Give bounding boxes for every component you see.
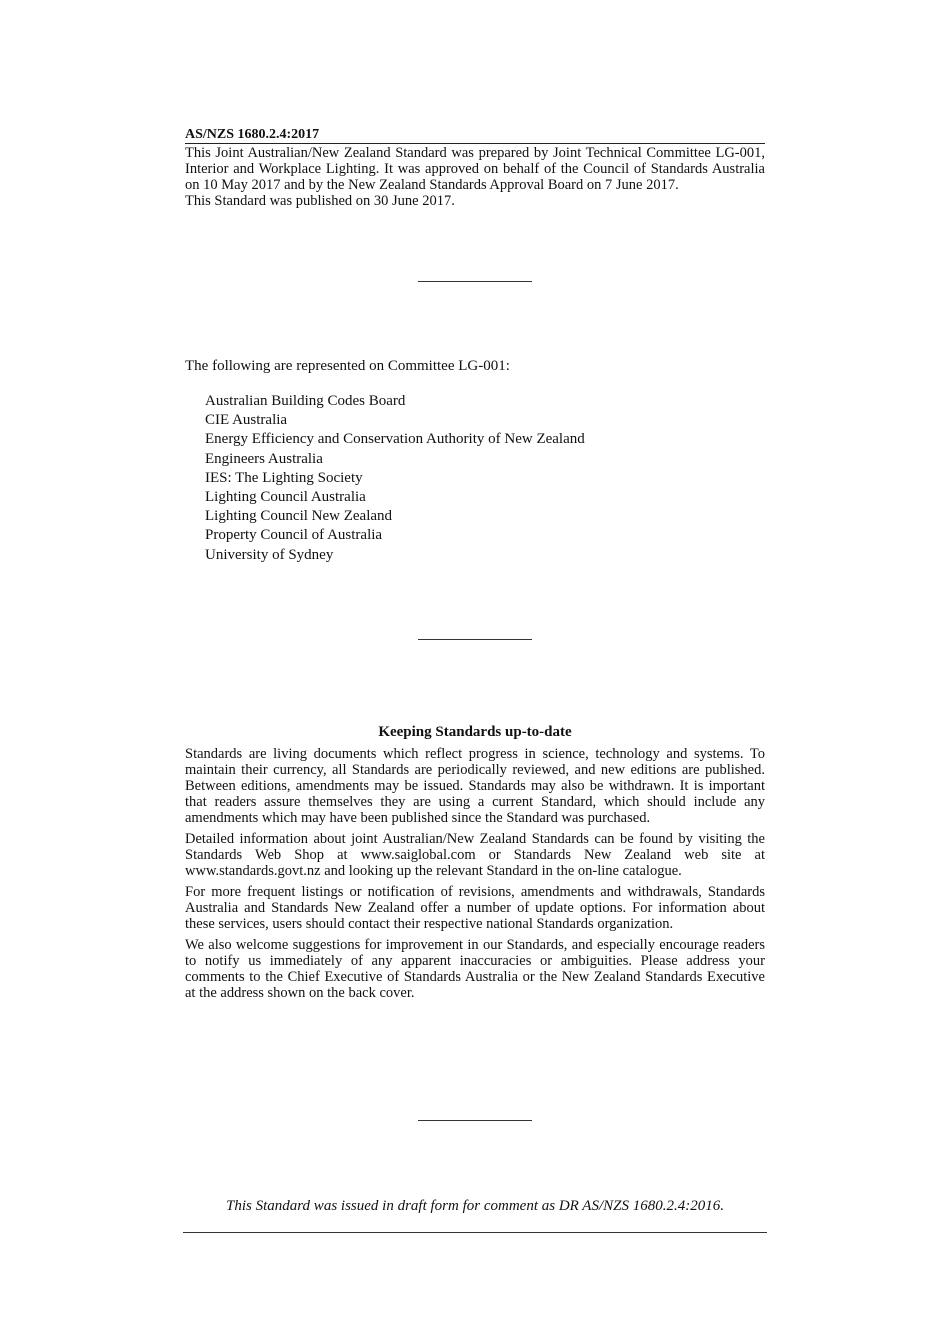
committee-member: Energy Efficiency and Conservation Authority of New Zealand <box>205 431 585 448</box>
body-paragraph: Detailed information about joint Australian/New Zealand Standards can be found by visiting the Standards Web Shop at www.saiglobal.com or Standards New Zealand web site at www.standards.govt.nz and looking up the relevant Standard in the on-line catalogue. <box>185 831 765 879</box>
section-divider <box>418 639 532 640</box>
standard-number: AS/NZS 1680.2.4:2017 <box>185 126 765 144</box>
keeping-up-to-date-body <box>185 746 765 1006</box>
body-paragraph: Standards are living documents which reflect progress in science, technology and systems. To maintain their currency, all Standards are periodically reviewed, and new editions are published. Between editions, amendments may be issued. Standards may also be withdrawn. It is important that readers assure themselves they are using a current Standard, which should include any amendments which may have been published since the Standard was purchased. <box>185 746 765 826</box>
footer-rule <box>183 1232 767 1233</box>
committee-member: Engineers Australia <box>205 450 323 467</box>
body-paragraph: For more frequent listings or notification of revisions, amendments and withdrawals, Standards Australia and Standards New Zealand offer a number of update options. For information about these services, users should contact their respective national Standards organization. <box>185 884 765 932</box>
preparation-paragraph: This Joint Australian/New Zealand Standard was prepared by Joint Technical Committee LG-001, Interior and Workplace Lighting. It was approved on behalf of the Council of Standards Australia on 10 May 2017 and by the New Zealand Standards Approval Board on 7 June 2017. <box>185 145 765 193</box>
committee-member: University of Sydney <box>205 546 334 563</box>
publication-date: This Standard was published on 30 June 2017. <box>185 193 455 209</box>
body-paragraph: We also welcome suggestions for improvement in our Standards, and especially encourage readers to notify us immediately of any apparent inaccuracies or ambiguities. Please address your comments to the Chief Executive of Standards Australia or the New Zealand Standards Executive at the address shown on the back cover. <box>185 937 765 1001</box>
preparation-notice <box>185 145 765 209</box>
committee-member-list <box>205 392 585 565</box>
committee-member: Lighting Council Australia <box>205 489 366 506</box>
keeping-up-to-date-heading: Keeping Standards up-to-date <box>378 724 572 740</box>
committee-member: IES: The Lighting Society <box>205 469 363 486</box>
committee-member: Australian Building Codes Board <box>205 393 406 409</box>
committee-intro: The following are represented on Committee LG-001: <box>185 358 510 374</box>
committee-member: CIE Australia <box>205 412 288 429</box>
committee-member: Property Council of Australia <box>205 527 383 544</box>
draft-note: This Standard was issued in draft form for comment as DR AS/NZS 1680.2.4:2016. <box>226 1198 724 1214</box>
section-divider <box>418 1120 532 1121</box>
section-divider <box>418 281 532 282</box>
committee-member: Lighting Council New Zealand <box>205 508 393 525</box>
